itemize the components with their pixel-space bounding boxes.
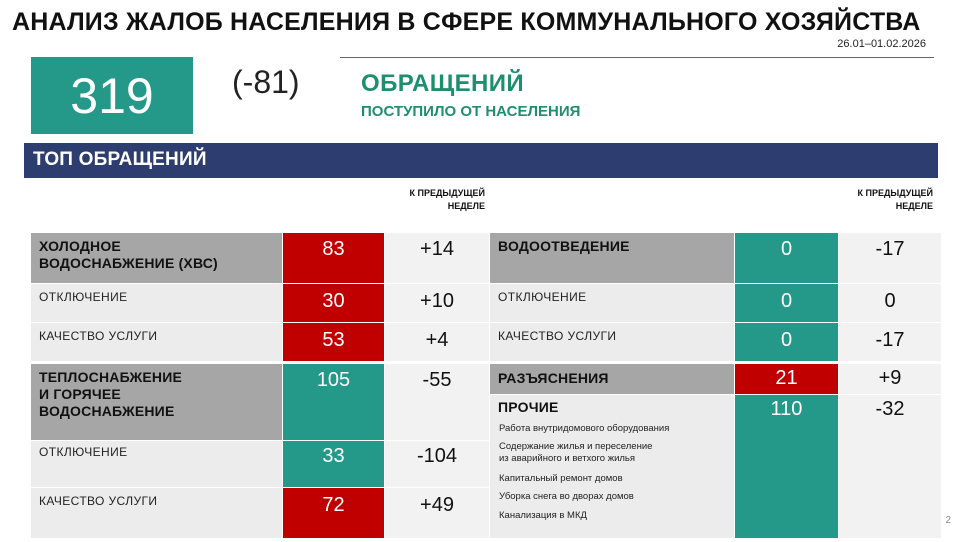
subcategory-label: ОТКЛЮЧЕНИЕ <box>498 290 587 304</box>
summary-label-sub: ПОСТУПИЛО ОТ НАСЕЛЕНИЯ <box>361 103 581 120</box>
hvs-quality-change: +4 <box>425 329 449 351</box>
label-line: ТЕПЛОСНАБЖЕНИЕ <box>39 369 183 385</box>
section-title: ТОП ОБРАЩЕНИЙ <box>33 149 207 170</box>
prev-week-header-line1: К ПРЕДЫДУЩЕЙ <box>409 188 485 198</box>
total-change: (-81) <box>232 64 300 100</box>
prev-week-header-right <box>828 187 933 213</box>
drain-off-change: 0 <box>884 290 896 312</box>
section-banner <box>24 143 938 178</box>
drain-quality-change: -17 <box>875 329 905 351</box>
other-count: 110 <box>770 398 803 420</box>
other-item: Капитальный ремонт домов <box>499 473 623 484</box>
heat-off-count: 33 <box>322 445 345 467</box>
other-item: Канализация в МКД <box>499 510 587 521</box>
other-item: из аварийного и ветхого жилья <box>499 453 636 464</box>
drain-change: -17 <box>875 238 905 260</box>
label-line: ВОДОСНАБЖЕНИЕ <box>39 403 175 419</box>
heat-count: 105 <box>316 369 351 391</box>
hvs-count: 83 <box>322 238 345 260</box>
summary-label-main: ОБРАЩЕНИЙ <box>361 70 525 97</box>
drain-count: 0 <box>780 238 793 260</box>
heat-off-change: -104 <box>416 445 458 467</box>
heat-change: -55 <box>422 369 452 391</box>
heat-quality-count: 72 <box>322 494 345 516</box>
prev-week-header-line2: НЕДЕЛЕ <box>447 201 485 211</box>
label-line: ХОЛОДНОЕ <box>39 238 121 254</box>
explain-change: +9 <box>878 367 902 389</box>
category-label-heat <box>39 369 182 420</box>
prev-week-header-line2: НЕДЕЛЕ <box>895 201 933 211</box>
header-divider <box>340 57 934 58</box>
hvs-off-count: 30 <box>322 290 345 312</box>
subcategory-label: КАЧЕСТВО УСЛУГИ <box>498 329 617 343</box>
category-label-other: ПРОЧИЕ <box>498 399 559 415</box>
prev-week-header-line1: К ПРЕДЫДУЩЕЙ <box>857 188 933 198</box>
hvs-change: +14 <box>420 238 454 260</box>
heat-quality-change: +49 <box>420 494 454 516</box>
hvs-quality-count: 53 <box>322 329 345 351</box>
other-item: Работа внутридомового оборудования <box>499 423 670 434</box>
category-label-explain: РАЗЪЯСНЕНИЯ <box>498 370 609 386</box>
page-number: 2 <box>945 515 951 526</box>
label-line: И ГОРЯЧЕЕ <box>39 386 121 402</box>
other-item: Содержание жилья и переселение <box>499 441 653 452</box>
total-complaints-value: 319 <box>70 67 154 124</box>
page-title: АНАЛИЗ ЖАЛОБ НАСЕЛЕНИЯ В СФЕРЕ КОММУНАЛЬНОГО ХОЗЯЙСТВА <box>12 8 921 36</box>
hvs-off-change: +10 <box>420 290 454 312</box>
label-line: ВОДОСНАБЖЕНИЕ (ХВС) <box>39 255 218 271</box>
subcategory-label: ОТКЛЮЧЕНИЕ <box>39 445 128 459</box>
other-change: -32 <box>875 398 905 420</box>
subcategory-label: КАЧЕСТВО УСЛУГИ <box>39 329 158 343</box>
drain-off-count: 0 <box>780 290 793 312</box>
category-label-hvs <box>39 238 218 272</box>
drain-quality-count: 0 <box>780 329 793 351</box>
explain-count: 21 <box>775 367 798 389</box>
subcategory-label: ОТКЛЮЧЕНИЕ <box>39 290 128 304</box>
other-item: Уборка снега во дворах домов <box>499 491 634 502</box>
total-complaints-badge <box>31 57 193 134</box>
category-label-drain: ВОДООТВЕДЕНИЕ <box>498 238 630 254</box>
date-range: 26.01–01.02.2026 <box>837 38 926 50</box>
prev-week-header-left <box>380 187 485 213</box>
subcategory-label: КАЧЕСТВО УСЛУГИ <box>39 494 158 508</box>
